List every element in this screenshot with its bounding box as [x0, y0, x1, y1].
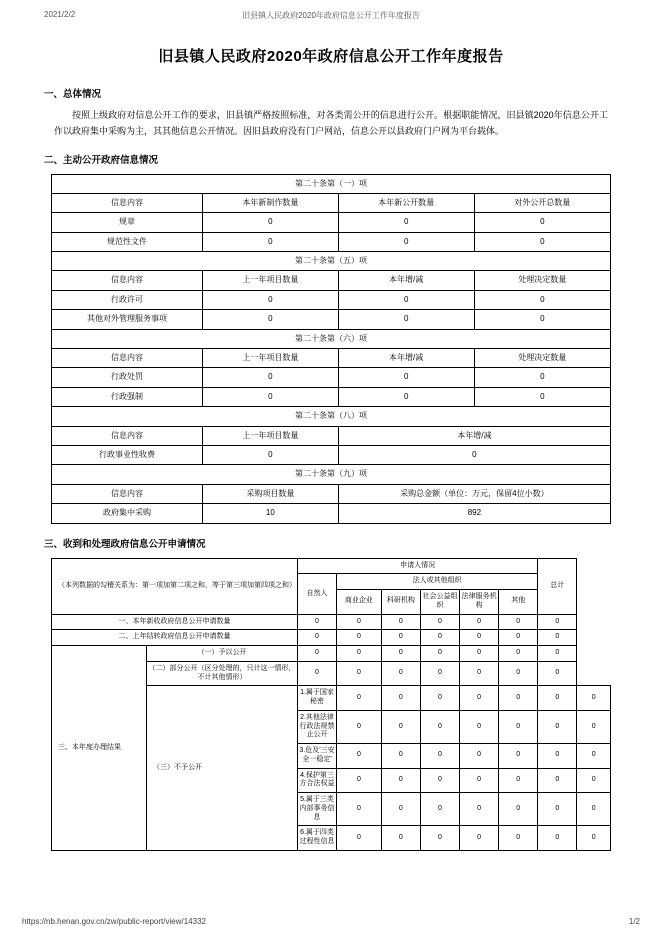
- header-date: 2021/2/2: [44, 10, 76, 19]
- row-label: 二、上年结转政府信息公开申请数量: [52, 630, 298, 646]
- cell: 0: [297, 646, 336, 662]
- cell: 0: [381, 768, 420, 793]
- cell: 0: [577, 710, 611, 743]
- request-handling-table: [51, 558, 611, 851]
- cell: 0: [460, 686, 499, 711]
- cell: 0: [538, 614, 577, 630]
- cell: 0: [381, 826, 420, 851]
- table-band-row: [52, 252, 611, 271]
- cell: 0: [460, 646, 499, 662]
- table-row: [52, 310, 611, 329]
- footer-page-number: 1/2: [628, 917, 640, 926]
- table-header-row: [52, 349, 611, 368]
- row-label: 行政强制: [52, 387, 203, 406]
- cell: 0: [460, 768, 499, 793]
- table-row: [52, 445, 611, 464]
- cell: 0: [460, 710, 499, 743]
- cell: 0: [202, 232, 338, 251]
- cell: 0: [420, 744, 459, 769]
- row-label: 行政处罚: [52, 368, 203, 387]
- corner-note: （本列数据的勾稽关系为：第一项加第二项之和，等于第三项加第四项之和）: [52, 558, 298, 614]
- cell: 0: [420, 768, 459, 793]
- col-header: 上一年项目数量: [202, 349, 338, 368]
- table-row: [52, 504, 611, 523]
- cell: 0: [474, 232, 610, 251]
- cell: 0: [538, 826, 577, 851]
- cell: 0: [474, 290, 610, 309]
- page-footer: [0, 917, 662, 926]
- cell: 0: [381, 744, 420, 769]
- cell: 0: [381, 614, 420, 630]
- table-band-row: [52, 329, 611, 348]
- cell: 0: [381, 710, 420, 743]
- row-label: 行政事业性收费: [52, 445, 203, 464]
- cell: 0: [499, 768, 538, 793]
- cell: 0: [499, 826, 538, 851]
- cell: 0: [337, 686, 382, 711]
- col-header: 信息内容: [52, 271, 203, 290]
- public-info-table: [51, 174, 611, 524]
- col-header: 采购总金额（单位：万元，保留4位小数）: [338, 484, 610, 503]
- cell: 0: [202, 387, 338, 406]
- cell: 10: [202, 504, 338, 523]
- col-header-legal-service: 法律服务机构: [460, 590, 499, 615]
- cell: 0: [297, 614, 336, 630]
- col-header-research: 科研机构: [381, 590, 420, 615]
- cell: 892: [338, 504, 610, 523]
- table-row: [52, 646, 611, 662]
- cell: 0: [577, 793, 611, 826]
- col-header: 对外公开总数量: [474, 193, 610, 212]
- cell: 0: [338, 232, 474, 251]
- table-row: [52, 368, 611, 387]
- cell: 0: [499, 630, 538, 646]
- col-header-commercial: 商业企业: [337, 590, 382, 615]
- row-label: 4.保护第三方合法权益: [297, 768, 336, 793]
- cell: 0: [338, 290, 474, 309]
- cell: 0: [538, 768, 577, 793]
- col-header: 处理决定数量: [474, 349, 610, 368]
- cell: 0: [474, 310, 610, 329]
- table-row: [52, 614, 611, 630]
- cell: 0: [381, 646, 420, 662]
- band-label: 第二十条第（九）项: [52, 465, 611, 484]
- cell: 0: [297, 661, 336, 686]
- cell: 0: [202, 368, 338, 387]
- table-band-row: [52, 174, 611, 193]
- cell: 0: [499, 646, 538, 662]
- row-label: 3.危及'三安全一稳定': [297, 744, 336, 769]
- cell: 0: [538, 686, 577, 711]
- col-header: 信息内容: [52, 349, 203, 368]
- col-header-total: 总计: [538, 558, 577, 614]
- cell: 0: [337, 793, 382, 826]
- cell: 0: [202, 445, 338, 464]
- row-label: 2.其他法律行政法规禁止公开: [297, 710, 336, 743]
- cell: 0: [420, 686, 459, 711]
- cell: 0: [420, 793, 459, 826]
- col-header: 采购项目数量: [202, 484, 338, 503]
- overview-paragraph: 按照上级政府对信息公开工作的要求，旧县镇严格按照标准，对各类需公开的信息进行公开。根据职能情况，旧县镇2020年信息公开工作以政府集中采购为主，其其他信息公开情况。因旧县政府没有门户网站，信息公开以县政府门户网为平台载体。: [54, 110, 608, 136]
- cell: 0: [381, 793, 420, 826]
- cell: 0: [460, 793, 499, 826]
- cell: 0: [202, 310, 338, 329]
- cell: 0: [474, 213, 610, 232]
- col-header: 上一年项目数量: [202, 426, 338, 445]
- cell: 0: [337, 710, 382, 743]
- cell: 0: [337, 614, 382, 630]
- cell: 0: [420, 826, 459, 851]
- cell: 0: [538, 646, 577, 662]
- cell: 0: [420, 661, 459, 686]
- cell: 0: [297, 630, 336, 646]
- cell: 0: [499, 793, 538, 826]
- cell: 0: [577, 744, 611, 769]
- row-label: 一、本年新收政府信息公开申请数量: [52, 614, 298, 630]
- cell: 0: [381, 661, 420, 686]
- table-header-row: [52, 193, 611, 212]
- cell: 0: [474, 387, 610, 406]
- cell: 0: [460, 826, 499, 851]
- cell: 0: [337, 744, 382, 769]
- cell: 0: [460, 661, 499, 686]
- row-group-label-results: 三、本年度办理结果: [52, 646, 147, 851]
- cell: 0: [338, 445, 610, 464]
- row-label: （二）部分公开（区分处理的，只计这一情形，不计其他情形）: [147, 661, 298, 686]
- col-header: 本年增/减: [338, 426, 610, 445]
- band-label: 第二十条第（一）项: [52, 174, 611, 193]
- cell: 0: [337, 630, 382, 646]
- header-title: 旧县镇人民政府2020年政府信息公开工作年度报告: [242, 11, 420, 20]
- cell: 0: [538, 661, 577, 686]
- cell: 0: [577, 768, 611, 793]
- cell: 0: [577, 686, 611, 711]
- cell: 0: [499, 614, 538, 630]
- cell: 0: [538, 793, 577, 826]
- col-header: 信息内容: [52, 484, 203, 503]
- cell: 0: [202, 213, 338, 232]
- section-heading-overview: 一、总体情况: [44, 89, 102, 100]
- col-header: 本年增/减: [338, 349, 474, 368]
- row-label: 1.属于国家秘密: [297, 686, 336, 711]
- cell: 0: [460, 744, 499, 769]
- col-header-public-welfare: 社会公益组织: [420, 590, 459, 615]
- col-header: 本年新公开数量: [338, 193, 474, 212]
- row-label: 政府集中采购: [52, 504, 203, 523]
- cell: 0: [538, 710, 577, 743]
- section-heading-public-info: 二、主动公开政府信息情况: [44, 154, 159, 166]
- table-row: [52, 290, 611, 309]
- row-label: 6.属于四类过程性信息: [297, 826, 336, 851]
- cell: 0: [420, 630, 459, 646]
- cell: 0: [420, 646, 459, 662]
- cell: 0: [202, 290, 338, 309]
- col-header-other: 其他: [499, 590, 538, 615]
- cell: 0: [577, 826, 611, 851]
- row-label: 5.属于三类内部事务信息: [297, 793, 336, 826]
- footer-url[interactable]: https://nb.henan.gov.cn/zw/public-report/view/14332: [22, 917, 206, 926]
- table-header-row: [52, 558, 611, 574]
- table-band-row: [52, 465, 611, 484]
- cell: 0: [474, 368, 610, 387]
- page-header: [44, 0, 618, 19]
- row-group-label-denied: （三）不予公开: [147, 686, 298, 851]
- table-header-row: [52, 484, 611, 503]
- cell: 0: [337, 661, 382, 686]
- cell: 0: [499, 710, 538, 743]
- cell: 0: [338, 387, 474, 406]
- table-row: [52, 213, 611, 232]
- row-label: 行政许可: [52, 290, 203, 309]
- col-header: 信息内容: [52, 426, 203, 445]
- cell: 0: [538, 630, 577, 646]
- row-label: 其他对外管理服务事项: [52, 310, 203, 329]
- group-header-legal-entity: 法人或其他组织: [337, 574, 538, 590]
- cell: 0: [338, 368, 474, 387]
- cell: 0: [420, 710, 459, 743]
- table-row: [52, 232, 611, 251]
- table-band-row: [52, 407, 611, 426]
- cell: 0: [538, 744, 577, 769]
- group-header-applicant: 申请人情况: [297, 558, 537, 574]
- table-row: [52, 387, 611, 406]
- band-label: 第二十条第（六）项: [52, 329, 611, 348]
- col-header: 信息内容: [52, 193, 203, 212]
- cell: 0: [338, 213, 474, 232]
- band-label: 第二十条第（五）项: [52, 252, 611, 271]
- row-label: （一）予以公开: [147, 646, 298, 662]
- cell: 0: [499, 744, 538, 769]
- band-label: 第二十条第（八）项: [52, 407, 611, 426]
- col-header: 本年新制作数量: [202, 193, 338, 212]
- cell: 0: [337, 768, 382, 793]
- cell: 0: [381, 630, 420, 646]
- cell: 0: [460, 630, 499, 646]
- cell: 0: [499, 661, 538, 686]
- table-header-row: [52, 426, 611, 445]
- page-title: 旧县镇人民政府2020年政府信息公开工作年度报告: [158, 48, 504, 65]
- col-header-natural-person: 自然人: [297, 574, 336, 614]
- table-header-row: [52, 271, 611, 290]
- row-label: 规章: [52, 213, 203, 232]
- section-heading-requests: 三、收到和处理政府信息公开申请情况: [44, 538, 206, 550]
- cell: 0: [337, 826, 382, 851]
- cell: 0: [420, 614, 459, 630]
- cell: 0: [499, 686, 538, 711]
- table-row: [52, 630, 611, 646]
- row-label: 规范性文件: [52, 232, 203, 251]
- col-header: 处理决定数量: [474, 271, 610, 290]
- cell: 0: [381, 686, 420, 711]
- col-header: 上一年项目数量: [202, 271, 338, 290]
- cell: 0: [337, 646, 382, 662]
- cell: 0: [338, 310, 474, 329]
- col-header: 本年增/减: [338, 271, 474, 290]
- cell: 0: [460, 614, 499, 630]
